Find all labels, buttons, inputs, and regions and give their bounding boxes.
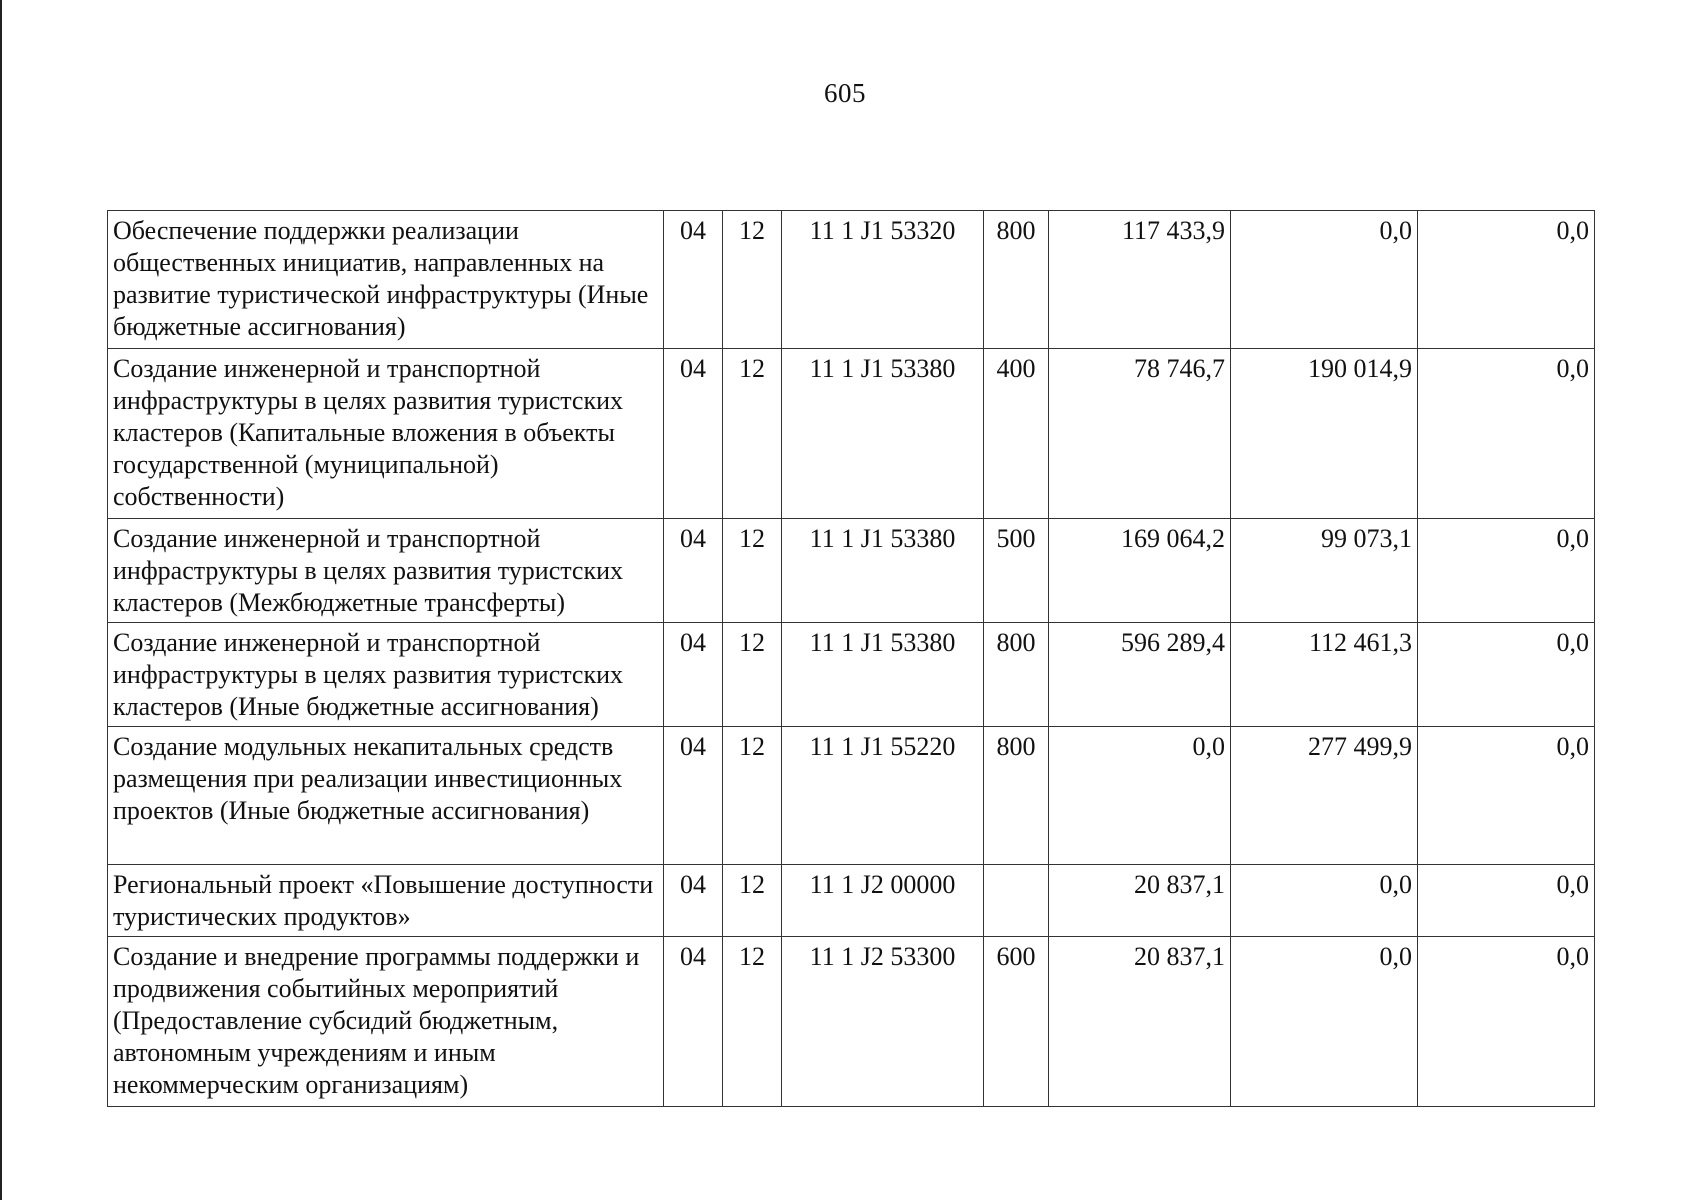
- expense-type-cell: [984, 865, 1049, 937]
- target-article-cell: 11 1 J1 53320: [782, 211, 984, 349]
- target-article-cell: 11 1 J2 00000: [782, 865, 984, 937]
- table-row: [108, 623, 1595, 727]
- amount-year2-cell: 190 014,9: [1231, 349, 1418, 519]
- amount-year2-cell: 99 073,1: [1231, 519, 1418, 623]
- table-row: [108, 865, 1595, 937]
- amount-year1-cell: 596 289,4: [1049, 623, 1231, 727]
- target-article-cell: 11 1 J1 53380: [782, 519, 984, 623]
- amount-year2-cell: 112 461,3: [1231, 623, 1418, 727]
- amount-year3-cell: 0,0: [1418, 727, 1595, 865]
- amount-year1-cell: 117 433,9: [1049, 211, 1231, 349]
- amount-year2-cell: 277 499,9: [1231, 727, 1418, 865]
- amount-year3-cell: 0,0: [1418, 623, 1595, 727]
- page-left-edge: [0, 0, 2, 1200]
- amount-year1-cell: 20 837,1: [1049, 865, 1231, 937]
- amount-year1-cell: 20 837,1: [1049, 937, 1231, 1107]
- section-code-cell: 04: [664, 211, 723, 349]
- budget-table: [107, 210, 1595, 1107]
- table-row: [108, 519, 1595, 623]
- target-article-cell: 11 1 J1 53380: [782, 349, 984, 519]
- amount-year3-cell: 0,0: [1418, 937, 1595, 1107]
- amount-year3-cell: 0,0: [1418, 519, 1595, 623]
- section-code-cell: 04: [664, 623, 723, 727]
- page-number: 605: [824, 78, 866, 108]
- row-name-cell: Создание модульных некапитальных средств размещения при реализации инвестиционных проектов (Иные бюджетные ассигнования): [108, 727, 664, 865]
- subsection-code-cell: 12: [723, 211, 782, 349]
- expense-type-cell: 800: [984, 727, 1049, 865]
- amount-year1-cell: 169 064,2: [1049, 519, 1231, 623]
- target-article-cell: 11 1 J1 55220: [782, 727, 984, 865]
- expense-type-cell: 600: [984, 937, 1049, 1107]
- amount-year1-cell: 78 746,7: [1049, 349, 1231, 519]
- amount-year3-cell: 0,0: [1418, 211, 1595, 349]
- table-row: [108, 727, 1595, 865]
- amount-year2-cell: 0,0: [1231, 865, 1418, 937]
- row-name-cell: Создание инженерной и транспортной инфраструктуры в целях развития туристских кластеров (Капитальные вложения в объекты государственной (муниципальной) собственности): [108, 349, 664, 519]
- section-code-cell: 04: [664, 519, 723, 623]
- section-code-cell: 04: [664, 727, 723, 865]
- row-name-cell: Обеспечение поддержки реализации общественных инициатив, направленных на развитие туристической инфраструктуры (Иные бюджетные ассигнования): [108, 211, 664, 349]
- row-name-cell: Создание и внедрение программы поддержки и продвижения событийных мероприятий (Предоставление субсидий бюджетным, автономным учреждениям и иным некоммерческим организациям): [108, 937, 664, 1107]
- amount-year2-cell: 0,0: [1231, 211, 1418, 349]
- expense-type-cell: 800: [984, 211, 1049, 349]
- subsection-code-cell: 12: [723, 623, 782, 727]
- amount-year3-cell: 0,0: [1418, 865, 1595, 937]
- amount-year2-cell: 0,0: [1231, 937, 1418, 1107]
- target-article-cell: 11 1 J2 53300: [782, 937, 984, 1107]
- subsection-code-cell: 12: [723, 519, 782, 623]
- section-code-cell: 04: [664, 937, 723, 1107]
- subsection-code-cell: 12: [723, 349, 782, 519]
- target-article-cell: 11 1 J1 53380: [782, 623, 984, 727]
- section-code-cell: 04: [664, 349, 723, 519]
- table-row: [108, 349, 1595, 519]
- section-code-cell: 04: [664, 865, 723, 937]
- table-row: [108, 211, 1595, 349]
- amount-year1-cell: 0,0: [1049, 727, 1231, 865]
- row-name-cell: Создание инженерной и транспортной инфраструктуры в целях развития туристских кластеров (Межбюджетные трансферты): [108, 519, 664, 623]
- row-name-cell: Региональный проект «Повышение доступности туристических продуктов»: [108, 865, 664, 937]
- row-name-cell: Создание инженерной и транспортной инфраструктуры в целях развития туристских кластеров (Иные бюджетные ассигнования): [108, 623, 664, 727]
- subsection-code-cell: 12: [723, 937, 782, 1107]
- expense-type-cell: 500: [984, 519, 1049, 623]
- subsection-code-cell: 12: [723, 865, 782, 937]
- expense-type-cell: 800: [984, 623, 1049, 727]
- amount-year3-cell: 0,0: [1418, 349, 1595, 519]
- expense-type-cell: 400: [984, 349, 1049, 519]
- table-row: [108, 937, 1595, 1107]
- subsection-code-cell: 12: [723, 727, 782, 865]
